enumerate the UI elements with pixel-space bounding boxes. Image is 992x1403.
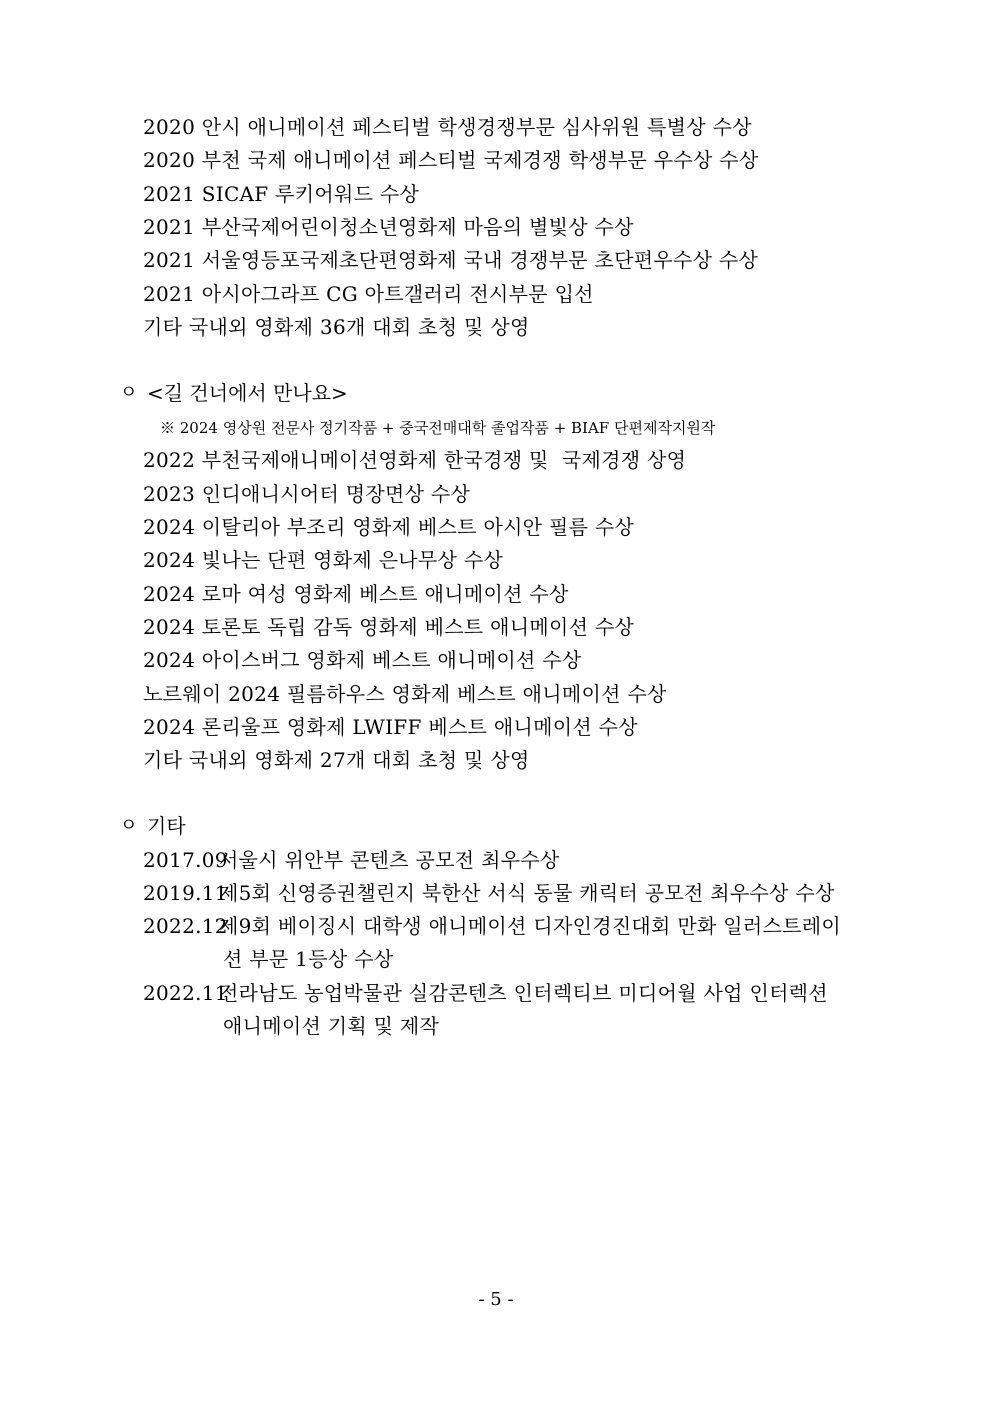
history-text: 전라남도 농업박물관 실감콘텐츠 인터렉티브 미디어월 사업 인터렉션 xyxy=(219,981,828,1005)
award-item: 2024 이탈리아 부조리 영화제 베스트 아시안 필름 수상 xyxy=(143,515,635,539)
history-date: 2017.09 xyxy=(143,848,228,872)
history-date: 2022.11 xyxy=(143,981,228,1005)
award-item: 2020 안시 애니메이션 페스티벌 학생경쟁부문 심사위원 특별상 수상 xyxy=(143,115,752,139)
section-bullet: ㅇ xyxy=(120,382,138,403)
history-text: 제5회 신영증권챌린지 북한산 서식 동물 캐릭터 공모전 최우수상 수상 xyxy=(219,881,835,905)
section-title: 기타 xyxy=(147,814,186,838)
award-item: 2021 서울영등포국제초단편영화제 국내 경쟁부문 초단편우수상 수상 xyxy=(143,248,759,272)
award-item: 2023 인디애니시어터 명장면상 수상 xyxy=(143,482,471,506)
award-item: 기타 국내외 영화제 27개 대회 초청 및 상영 xyxy=(143,748,530,772)
award-item: 2021 부산국제어린이청소년영화제 마음의 별빛상 수상 xyxy=(143,215,634,239)
history-text-continued: 션 부문 1등상 수상 xyxy=(223,947,394,971)
history-date: 2019.11 xyxy=(143,881,228,905)
section-title: <길 건너에서 만나요> xyxy=(147,381,348,405)
award-item: 2024 론리울프 영화제 LWIFF 베스트 애니메이션 수상 xyxy=(143,715,638,739)
history-date: 2022.12 xyxy=(143,914,228,938)
award-item: 2021 SICAF 루키어워드 수상 xyxy=(143,182,420,206)
award-item: 2020 부천 국제 애니메이션 페스티벌 국제경쟁 학생부문 우수상 수상 xyxy=(143,148,759,172)
award-item: 노르웨이 2024 필름하우스 영화제 베스트 애니메이션 수상 xyxy=(143,682,667,706)
award-item: 2024 아이스버그 영화제 베스트 애니메이션 수상 xyxy=(143,648,582,672)
history-text-continued: 애니메이션 기획 및 제작 xyxy=(223,1014,440,1038)
section-bullet: ㅇ xyxy=(120,815,138,836)
section-note: ※ 2024 영상원 전문사 정기작품 + 중국전매대학 졸업작품 + BIAF 단편제작지원작 xyxy=(160,419,716,437)
award-item: 2022 부천국제애니메이션영화제 한국경쟁 및 국제경쟁 상영 xyxy=(143,448,687,472)
history-text: 서울시 위안부 콘텐츠 공모전 최우수상 xyxy=(219,848,560,872)
award-item: 2024 로마 여성 영화제 베스트 애니메이션 수상 xyxy=(143,582,569,606)
award-item: 2024 토론토 독립 감독 영화제 베스트 애니메이션 수상 xyxy=(143,615,635,639)
award-item: 기타 국내외 영화제 36개 대회 초청 및 상영 xyxy=(143,315,530,339)
history-text: 제9회 베이징시 대학생 애니메이션 디자인경진대회 만화 일러스트레이 xyxy=(219,914,841,938)
award-item: 2024 빛나는 단편 영화제 은나무상 수상 xyxy=(143,548,504,572)
page-number: - 5 - xyxy=(478,1289,514,1310)
award-item: 2021 아시아그라프 CG 아트갤러리 전시부문 입선 xyxy=(143,282,594,306)
